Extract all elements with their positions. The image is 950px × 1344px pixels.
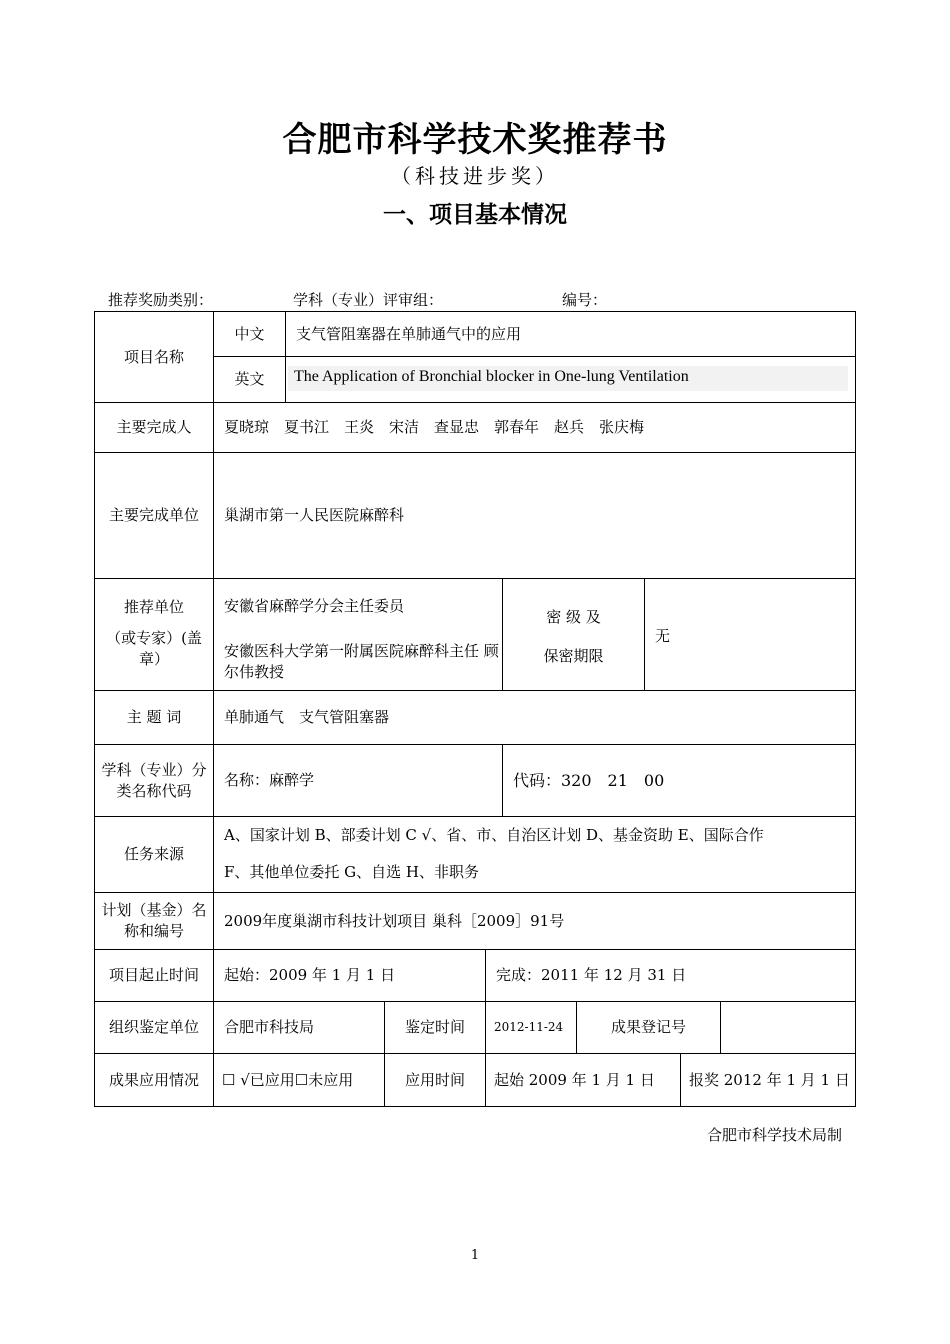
review-group-label: 学科（专业）评审组： bbox=[293, 291, 444, 309]
project-name-label: 项目名称 bbox=[123, 347, 184, 366]
registration-label: 成果登记号 bbox=[610, 1018, 686, 1036]
project-name-english-cell bbox=[286, 357, 855, 402]
section-heading: 一、项目基本情况 bbox=[383, 202, 567, 228]
main-unit-value: 巢湖市第一人民医院麻醉科 bbox=[224, 506, 405, 524]
page-number: 1 bbox=[470, 1248, 480, 1263]
document-title: 合肥市科学技术奖推荐书 bbox=[282, 120, 668, 160]
org-label: 组织鉴定单位 bbox=[108, 1018, 199, 1036]
award-category-label: 推荐奖励类别： bbox=[108, 291, 214, 309]
application-start: 起始 2009 年 1 月 1 日 bbox=[494, 1070, 655, 1089]
main-unit-label: 主要完成单位 bbox=[108, 506, 199, 524]
task-source-value: A、国家计划 B、部委计划 C √、省、市、自治区计划 D、基金资助 E、国际合作 F、其他单位委托 G、自选 H、非职务 bbox=[224, 826, 764, 881]
recommender-line-2: 安徽医科大学第一附属医院麻醉科主任 顾尔伟教授 bbox=[224, 642, 499, 681]
period-end: 完成：2011 年 12 月 31 日 bbox=[496, 966, 687, 984]
plan-label: 计划（基金）名称和编号 bbox=[101, 901, 207, 940]
period-label: 项目起止时间 bbox=[108, 966, 199, 984]
application-status: ☐ √已应用☐未应用 bbox=[222, 1070, 354, 1089]
period-start: 起始：2009 年 1 月 1 日 bbox=[224, 966, 396, 984]
project-name-english: The Application of Bronchial blocker in One-lung Ventilation bbox=[294, 368, 689, 385]
discipline-label: 学科（专业）分类名称代码 bbox=[101, 760, 207, 800]
registration-value bbox=[721, 1002, 855, 1053]
application-report: 报奖 2012 年 1 月 1 日 bbox=[689, 1070, 850, 1089]
document-subtitle: （科技进步奖） bbox=[391, 164, 559, 188]
secret-level-value: 无 bbox=[655, 627, 671, 645]
org-value: 合肥市科技局 bbox=[224, 1018, 315, 1036]
recommender-value bbox=[214, 579, 502, 690]
recommender-line-1: 安徽省麻醉学分会主任委员 bbox=[224, 597, 405, 615]
plan-value: 2009年度巢湖市科技计划项目 巢科［2009］91号 bbox=[224, 911, 565, 930]
appraisal-time-label: 鉴定时间 bbox=[404, 1018, 465, 1036]
chinese-label: 中文 bbox=[234, 324, 265, 343]
number-label: 编号： bbox=[562, 291, 608, 309]
main-persons-label: 主要完成人 bbox=[116, 418, 192, 436]
discipline-code: 代码：320 21 00 bbox=[513, 771, 665, 790]
main-persons-value: 夏晓琼 夏书江 王炎 宋洁 查显忠 郭春年 赵兵 张庆梅 bbox=[224, 418, 645, 436]
recommender-label: 推荐单位 （或专家）(盖章） bbox=[106, 598, 202, 668]
secret-level-label: 密 级 及 保密期限 bbox=[543, 608, 604, 665]
task-source-label: 任务来源 bbox=[123, 845, 184, 863]
appraisal-time-value: 2012-11-24 bbox=[494, 1020, 564, 1034]
discipline-name: 名称：麻醉学 bbox=[224, 771, 315, 789]
application-time-label: 应用时间 bbox=[404, 1070, 465, 1089]
keywords-value: 单肺通气 支气管阻塞器 bbox=[224, 708, 390, 726]
project-name-chinese: 支气管阻塞器在单肺通气中的应用 bbox=[296, 324, 522, 343]
application-label: 成果应用情况 bbox=[108, 1070, 199, 1089]
english-label: 英文 bbox=[234, 370, 265, 388]
keywords-label: 主 题 词 bbox=[126, 708, 182, 726]
issuer-note: 合肥市科学技术局制 bbox=[706, 1126, 842, 1144]
